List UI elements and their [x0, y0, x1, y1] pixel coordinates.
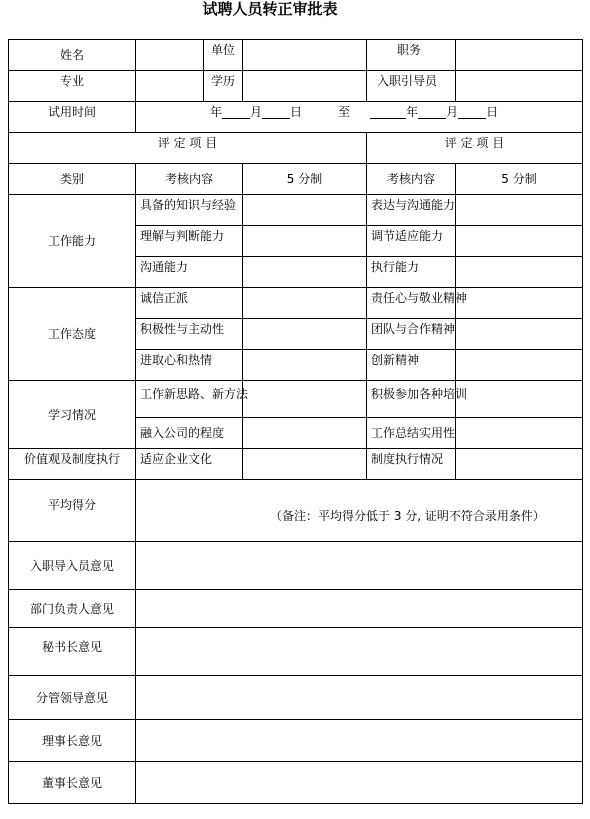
col-content: 考核内容	[136, 164, 243, 195]
end-day-label: 日	[486, 105, 499, 119]
col-score-right: 5 分制	[456, 164, 583, 195]
item-label: 积极性与主动性	[136, 319, 243, 350]
start-year-label: 年	[210, 105, 223, 119]
major-label: 专业	[9, 71, 136, 102]
period-dates[interactable]	[136, 102, 583, 133]
average-note: （备注：平均得分低于 3 分, 证明不符合录用条件）	[270, 508, 545, 523]
major-field[interactable]	[136, 71, 204, 102]
end-month-label: 月	[446, 105, 459, 119]
opinion-label-secretary-general: 秘书长意见	[9, 628, 136, 676]
score-cell[interactable]	[243, 381, 367, 418]
score-cell-right[interactable]	[456, 257, 583, 288]
opinion-field[interactable]	[136, 628, 583, 676]
item-label: 具备的知识与经验	[136, 195, 243, 226]
score-cell[interactable]	[243, 195, 367, 226]
score-cell-right[interactable]	[456, 350, 583, 381]
col-category: 类别	[9, 164, 136, 195]
item-label-right: 工作总结实用性	[367, 418, 456, 449]
score-cell-right[interactable]	[456, 418, 583, 449]
to-label: 至	[338, 105, 351, 119]
item-label-right: 积极参加各种培训	[367, 381, 456, 418]
item-label: 诚信正派	[136, 288, 243, 319]
score-cell-right[interactable]	[456, 319, 583, 350]
score-cell[interactable]	[243, 319, 367, 350]
item-label-right: 表达与沟通能力	[367, 195, 456, 226]
item-label: 沟通能力	[136, 257, 243, 288]
opinion-label-council-chair: 理事长意见	[9, 720, 136, 762]
unit-field[interactable]	[243, 40, 367, 71]
opinion-field[interactable]	[136, 720, 583, 762]
opinion-field[interactable]	[136, 590, 583, 628]
item-label-right: 制度执行情况	[367, 449, 456, 480]
end-month-blank[interactable]	[418, 106, 446, 119]
score-cell-right[interactable]	[456, 288, 583, 319]
score-cell[interactable]	[243, 418, 367, 449]
score-cell-right[interactable]	[456, 381, 583, 418]
name-label: 姓名	[9, 40, 136, 71]
eval-section-left: 评 定 项 目	[9, 133, 367, 164]
education-label: 学历	[204, 71, 243, 102]
unit-label: 单位	[204, 40, 243, 71]
form-title: 试聘人员转正审批表	[202, 0, 338, 18]
category-values: 价值观及制度执行	[9, 449, 136, 480]
start-day-blank[interactable]	[262, 106, 290, 119]
score-cell[interactable]	[243, 226, 367, 257]
item-label-right: 执行能力	[367, 257, 456, 288]
item-label: 工作新思路、新方法	[136, 381, 243, 418]
item-label-right: 责任心与敬业精神	[367, 288, 456, 319]
approval-form-table	[8, 39, 583, 804]
start-month-label: 月	[250, 105, 263, 119]
score-cell-right[interactable]	[456, 226, 583, 257]
opinion-label-dept-head: 部门负责人意见	[9, 590, 136, 628]
score-cell[interactable]	[243, 257, 367, 288]
end-year-blank[interactable]	[370, 106, 406, 119]
item-label: 融入公司的程度	[136, 418, 243, 449]
period-label: 试用时间	[9, 102, 136, 133]
opinion-label-board-chair: 董事长意见	[9, 762, 136, 804]
item-label-right: 创新精神	[367, 350, 456, 381]
start-month-blank[interactable]	[222, 106, 250, 119]
score-cell-right[interactable]	[456, 449, 583, 480]
average-field[interactable]	[136, 480, 583, 542]
name-field[interactable]	[136, 40, 204, 71]
mentor-label: 入职引导员	[367, 71, 456, 102]
item-label-right: 团队与合作精神	[367, 319, 456, 350]
eval-section-right: 评 定 项 目	[367, 133, 583, 164]
col-content-right: 考核内容	[367, 164, 456, 195]
average-label: 平均得分	[9, 480, 136, 542]
position-field[interactable]	[456, 40, 583, 71]
opinion-field[interactable]	[136, 542, 583, 590]
item-label: 适应企业文化	[136, 449, 243, 480]
score-cell[interactable]	[243, 449, 367, 480]
item-label: 进取心和热情	[136, 350, 243, 381]
opinion-field[interactable]	[136, 676, 583, 720]
start-day-label: 日	[290, 105, 303, 119]
item-label-right: 调节适应能力	[367, 226, 456, 257]
end-year-label: 年	[406, 105, 419, 119]
opinion-label-supervising-leader: 分管领导意见	[9, 676, 136, 720]
end-day-blank[interactable]	[458, 106, 486, 119]
position-label: 职务	[367, 40, 456, 71]
education-field[interactable]	[243, 71, 367, 102]
item-label: 理解与判断能力	[136, 226, 243, 257]
score-cell[interactable]	[243, 350, 367, 381]
score-cell[interactable]	[243, 288, 367, 319]
col-score: 5 分制	[243, 164, 367, 195]
category-ability: 工作能力	[9, 195, 136, 288]
category-attitude: 工作态度	[9, 288, 136, 381]
mentor-field[interactable]	[456, 71, 583, 102]
category-learning: 学习情况	[9, 381, 136, 449]
opinion-label-mentor: 入职导入员意见	[9, 542, 136, 590]
opinion-field[interactable]	[136, 762, 583, 804]
score-cell-right[interactable]	[456, 195, 583, 226]
